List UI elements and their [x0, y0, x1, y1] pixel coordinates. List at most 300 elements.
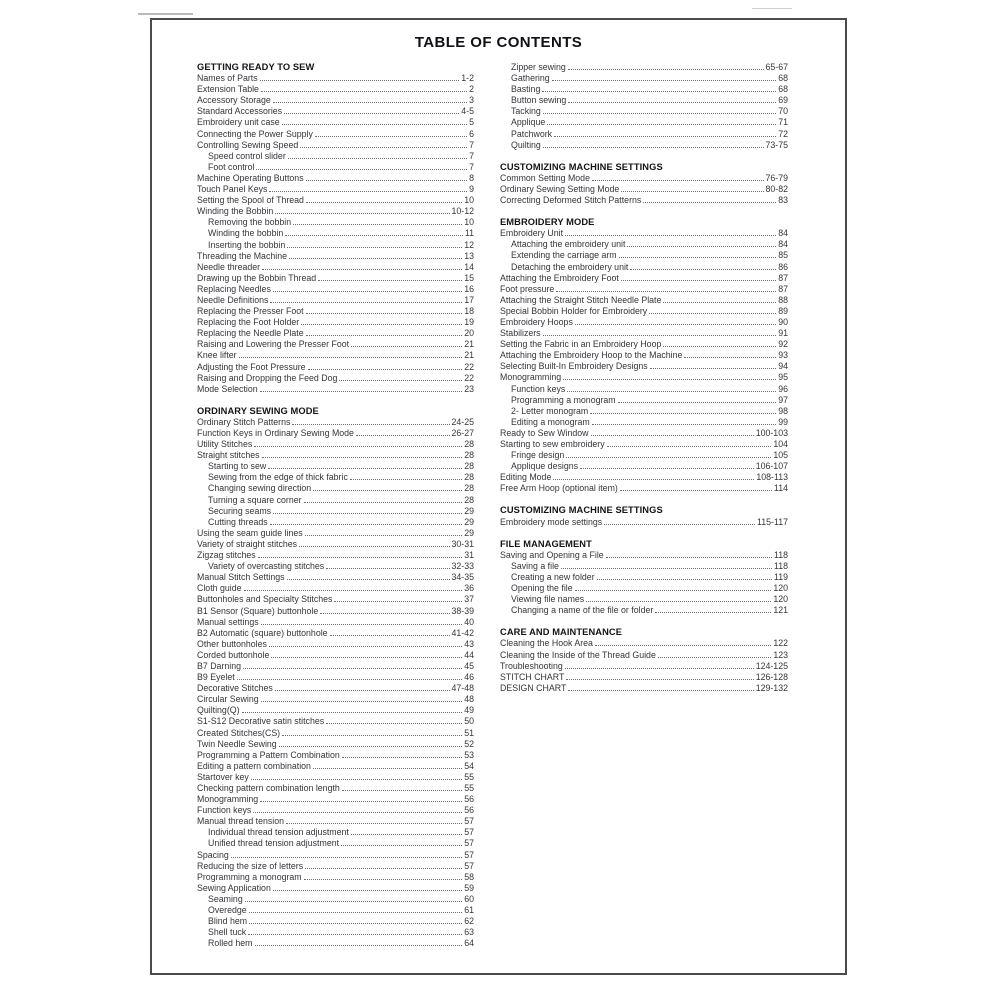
toc-entry [197, 827, 474, 838]
toc-entry-page: 70 [778, 106, 788, 117]
toc-leader-dots [313, 489, 462, 491]
toc-leader-dots [542, 90, 776, 92]
toc-leader-dots [341, 844, 462, 846]
toc-entry-label: Changing a name of the file or folder [511, 605, 654, 616]
toc-entry-page: 98 [778, 405, 788, 416]
toc-entry [197, 350, 474, 361]
toc-entry [197, 140, 474, 151]
toc-entry [500, 561, 788, 572]
toc-entry-label: Embroidery unit case [197, 117, 280, 128]
toc-entry-page: 90 [778, 316, 788, 327]
toc-entry-page: 96 [778, 383, 788, 394]
toc-entry-label: Embroidery Unit [500, 228, 564, 239]
toc-entry [197, 927, 474, 938]
toc-entry-label: Variety of straight stitches [197, 538, 298, 549]
toc-entry-page: 10 [464, 217, 474, 228]
toc-entry [500, 594, 788, 605]
toc-entry [197, 273, 474, 284]
toc-entry [197, 650, 474, 661]
toc-entry-page: 92 [778, 339, 788, 350]
toc-leader-dots [248, 933, 462, 935]
toc-entry [197, 794, 474, 805]
toc-entry-page: 119 [773, 571, 788, 582]
toc-entry-label: Patchwork [511, 128, 553, 139]
toc-entry-label: Corded buttonhole [197, 649, 270, 660]
toc-leader-dots [279, 745, 462, 747]
toc-entry-page: 93 [778, 350, 788, 361]
toc-entry [500, 262, 788, 273]
toc-entry [197, 783, 474, 794]
toc-leader-dots [315, 135, 467, 137]
toc-entry-page: 121 [773, 605, 788, 616]
toc-entry-page: 40 [464, 616, 474, 627]
toc-leader-dots [231, 856, 462, 858]
toc-section-header: GETTING READY TO SEW [197, 62, 315, 72]
toc-leader-dots [242, 711, 463, 713]
toc-entry-page: 21 [464, 339, 474, 350]
toc-entry-label: Saving and Opening a File [500, 549, 604, 560]
toc-leader-dots [306, 334, 463, 336]
toc-entry-label: Starting to sew embroidery [500, 439, 605, 449]
toc-entry-label: Applique designs [511, 461, 579, 472]
toc-entry-label: Embroidery Hoops [500, 316, 573, 327]
toc-leader-dots [350, 478, 462, 480]
toc-entry-page: 44 [464, 649, 474, 660]
toc-entry [197, 173, 474, 184]
toc-entry [500, 84, 788, 95]
toc-leader-dots [543, 146, 764, 148]
toc-leader-dots [306, 179, 467, 181]
toc-entry-label: Blind hem [208, 916, 248, 927]
toc-leader-dots [282, 123, 467, 125]
toc-entry [500, 517, 788, 528]
toc-entry-page: 15 [464, 272, 474, 283]
toc-leader-dots [261, 623, 463, 625]
toc-entry [197, 739, 474, 750]
toc-entry-page: 29 [464, 516, 474, 527]
toc-entry-label: Individual thread tension adjustment [208, 827, 349, 838]
toc-leader-dots [260, 800, 462, 802]
toc-entry-page: 12 [464, 239, 474, 250]
toc-entry [197, 317, 474, 328]
toc-entry-page: 87 [778, 272, 788, 283]
toc-entry [197, 661, 474, 672]
toc-entry-page: 91 [778, 328, 788, 339]
toc-entry [197, 428, 474, 439]
toc-entry [197, 838, 474, 849]
toc-entry [500, 195, 788, 206]
toc-entry-label: DESIGN CHART [500, 682, 567, 693]
toc-entry-page: 8 [469, 172, 474, 183]
toc-entry [197, 439, 474, 450]
toc-leader-dots [565, 667, 754, 669]
toc-entry-page: 22 [464, 372, 474, 383]
toc-entry-page: 63 [464, 927, 474, 938]
toc-leader-dots [245, 900, 462, 902]
toc-entry-page: 2 [469, 84, 474, 95]
toc-entry [197, 705, 474, 716]
toc-entry-page: 17 [464, 294, 474, 305]
toc-entry-page: 52 [464, 738, 474, 749]
toc-entry-label: Manual thread tension [197, 816, 285, 827]
toc-entry-page: 64 [464, 938, 474, 949]
toc-entry-page: 118 [773, 560, 788, 571]
toc-leader-dots [568, 101, 776, 103]
toc-entry-label: Connecting the Power Supply [197, 128, 313, 139]
toc-entry-page: 115-117 [757, 516, 788, 527]
toc-entry-label: Changing sewing direction [208, 483, 312, 494]
toc-entry [197, 195, 474, 206]
toc-section [197, 62, 474, 395]
toc-leader-dots [543, 112, 776, 114]
toc-entry [197, 84, 474, 95]
toc-leader-dots [305, 867, 462, 869]
toc-leader-dots [334, 600, 462, 602]
toc-leader-dots [575, 589, 772, 591]
toc-entry [500, 328, 788, 339]
toc-leader-dots [339, 379, 462, 381]
toc-section-header: CUSTOMIZING MACHINE SETTINGS [500, 505, 663, 516]
toc-entry-label: Zigzag stitches [197, 550, 256, 561]
toc-entry-label: Free Arm Hoop (optional item) [500, 483, 618, 494]
toc-section [197, 406, 474, 950]
toc-entry-label: Starting to sew [208, 461, 267, 472]
toc-entry-page: 28 [464, 494, 474, 505]
toc-entry-label: Attaching the Embroidery Foot [500, 272, 619, 283]
toc-entry [197, 228, 474, 239]
toc-entry-label: Raising and Dropping the Feed Dog [197, 372, 338, 383]
toc-leader-dots [273, 512, 462, 514]
toc-leader-dots [547, 123, 776, 125]
toc-entry-label: Saving a file [511, 560, 559, 571]
toc-entry-label: Reducing the size of letters [197, 860, 304, 871]
toc-entry [500, 683, 788, 694]
toc-leader-dots [282, 734, 462, 736]
toc-entry [197, 617, 474, 628]
toc-entry [197, 262, 474, 273]
toc-entry-label: Editing a monogram [511, 416, 590, 427]
toc-entry-label: Standard Accessories [197, 106, 283, 117]
toc-entry-label: Quilting(Q) [197, 705, 240, 716]
toc-entry-label: Manual settings [197, 616, 259, 627]
toc-entry [197, 539, 474, 550]
toc-entry-page: 56 [464, 794, 474, 805]
toc-entry-label: Creating a new folder [511, 571, 595, 582]
toc-entry-page: 22 [464, 361, 474, 372]
toc-entry-page: 87 [778, 283, 788, 294]
toc-entry-page: 58 [464, 871, 474, 882]
toc-leader-dots [304, 501, 463, 503]
toc-entry-label: Needle threader [197, 261, 261, 272]
toc-entry-page: 80-82 [765, 183, 788, 194]
toc-entry-label: Button sewing [511, 95, 567, 106]
toc-entry-page: 6 [469, 128, 474, 139]
toc-section [500, 162, 788, 206]
toc-entry-label: Correcting Deformed Stitch Patterns [500, 195, 642, 206]
toc-leader-dots [249, 911, 463, 913]
toc-entry [197, 772, 474, 783]
toc-leader-dots [239, 356, 463, 358]
toc-leader-dots [606, 556, 772, 558]
toc-leader-dots [553, 478, 754, 480]
toc-leader-dots [287, 578, 450, 580]
toc-leader-dots [351, 833, 462, 835]
toc-leader-dots [271, 656, 462, 658]
toc-entry-label: Programming a Pattern Combination [197, 749, 340, 760]
toc-section-header: ORDINARY SEWING MODE [197, 405, 319, 416]
toc-leader-dots [237, 678, 463, 680]
toc-entry-label: Securing seams [208, 505, 272, 516]
toc-entry [500, 661, 788, 672]
toc-leader-dots [663, 345, 776, 347]
toc-entry-page: 1-2 [461, 73, 474, 84]
toc-leader-dots [255, 944, 463, 946]
toc-entry-page: 84 [778, 239, 788, 250]
toc-entry-page: 29 [464, 527, 474, 538]
toc-entry [197, 384, 474, 395]
toc-entry-label: Replacing the Presser Foot [197, 306, 304, 317]
toc-entry-label: Threading the Machine [197, 250, 287, 261]
toc-entry-label: Cloth guide [197, 583, 242, 594]
toc-leader-dots [293, 223, 462, 225]
toc-entry-label: Spacing [197, 849, 229, 860]
toc-entry-page: 106-107 [755, 461, 788, 472]
toc-entry-label: Cleaning the Hook Area [500, 638, 593, 649]
toc-leader-dots [566, 678, 753, 680]
toc-entry-label: Programming a monogram [511, 394, 616, 405]
toc-leader-dots [330, 634, 450, 636]
toc-leader-dots [249, 922, 462, 924]
toc-leader-dots [287, 246, 462, 248]
toc-leader-dots [604, 523, 755, 525]
toc-leader-dots [326, 567, 449, 569]
toc-leader-dots [260, 79, 460, 81]
toc-entry-page: 122 [773, 638, 788, 649]
toc-entry-page: 120 [773, 594, 788, 605]
toc-entry-page: 59 [464, 882, 474, 893]
toc-entry [500, 140, 788, 151]
toc-entry [197, 339, 474, 350]
toc-entry-label: Applique [511, 117, 546, 128]
toc-entry-page: 69 [778, 95, 788, 106]
toc-entry-page: 28 [464, 461, 474, 472]
toc-entry [197, 572, 474, 583]
toc-entry [197, 628, 474, 639]
toc-leader-dots [244, 589, 463, 591]
toc-entry-label: B9 Eyelet [197, 672, 235, 683]
toc-entry-page: 45 [464, 660, 474, 671]
toc-entry-label: Names of Parts [197, 73, 258, 84]
toc-column-left [197, 62, 474, 949]
toc-entry-label: Removing the bobbin [208, 217, 292, 228]
toc-entry [500, 650, 788, 661]
toc-entry-page: 86 [778, 261, 788, 272]
toc-leader-dots [621, 190, 763, 192]
toc-entry [197, 916, 474, 927]
toc-entry-label: Unified thread tension adjustment [208, 838, 340, 849]
toc-entry [500, 550, 788, 561]
toc-entry-page: 57 [464, 849, 474, 860]
toc-entry-page: 56 [464, 805, 474, 816]
toc-entry [500, 395, 788, 406]
toc-entry [197, 129, 474, 140]
toc-entry-label: Cutting threads [208, 516, 268, 527]
toc-entry [500, 461, 788, 472]
toc-entry-page: 7 [469, 150, 474, 161]
toc-entry [500, 672, 788, 683]
toc-entry [500, 250, 788, 261]
toc-entry [197, 861, 474, 872]
toc-entry [197, 606, 474, 617]
toc-entry-page: 57 [464, 827, 474, 838]
toc-entry-page: 57 [464, 860, 474, 871]
toc-entry-label: Using the seam guide lines [197, 527, 303, 538]
toc-entry [197, 816, 474, 827]
toc-entry-page: 10-12 [451, 206, 474, 217]
toc-entry-page: 97 [778, 394, 788, 405]
toc-entry [197, 184, 474, 195]
toc-entry-page: 34-35 [451, 572, 474, 583]
toc-entry-page: 24-25 [451, 416, 474, 427]
toc-entry [197, 517, 474, 528]
toc-entry-page: 21 [464, 350, 474, 361]
toc-entry-page: 32-33 [451, 561, 474, 572]
toc-leader-dots [261, 90, 467, 92]
toc-entry-label: Foot control [208, 161, 255, 172]
toc-entry-label: Selecting Built-In Embroidery Designs [500, 361, 648, 372]
toc-leader-dots [618, 401, 777, 403]
toc-leader-dots [289, 257, 462, 259]
toc-entry [500, 450, 788, 461]
toc-entry [500, 439, 788, 450]
toc-leader-dots [273, 290, 462, 292]
toc-entry-label: Other buttonholes [197, 638, 267, 649]
toc-entry-label: Replacing the Needle Plate [197, 328, 304, 339]
toc-entry-label: Attaching the Embroidery Hoop to the Machine [500, 350, 683, 361]
toc-leader-dots [565, 234, 776, 236]
toc-entry-page: 49 [464, 705, 474, 716]
toc-entry [500, 384, 788, 395]
toc-entry [197, 251, 474, 262]
toc-leader-dots [269, 190, 467, 192]
toc-entry-page: 31 [464, 550, 474, 561]
toc-entry [197, 561, 474, 572]
toc-entry [197, 217, 474, 228]
scan-artifact [752, 8, 792, 9]
toc-entry-page: 76-79 [765, 172, 788, 183]
toc-entry [197, 894, 474, 905]
toc-leader-dots [258, 556, 463, 558]
toc-entry-label: Winding the bobbin [208, 228, 284, 239]
toc-section [500, 627, 788, 694]
toc-entry [197, 306, 474, 317]
toc-section-header: CUSTOMIZING MACHINE SETTINGS [500, 161, 663, 172]
toc-entry-page: 85 [778, 250, 788, 261]
toc-entry [500, 184, 788, 195]
toc-entry-label: Knee lifter [197, 350, 237, 361]
toc-entry-label: Checking pattern combination length [197, 783, 340, 793]
toc-entry-label: Ordinary Sewing Setting Mode [500, 183, 620, 194]
toc-entry-page: 47-48 [451, 683, 474, 694]
toc-entry [500, 284, 788, 295]
toc-entry-label: Detaching the embroidery unit [511, 261, 629, 272]
toc-leader-dots [273, 101, 467, 103]
toc-entry-label: Setting the Fabric in an Embroidery Hoop [500, 339, 662, 350]
toc-leader-dots [286, 822, 462, 824]
toc-entry-page: 84 [778, 228, 788, 239]
toc-entry-page: 26-27 [451, 428, 474, 438]
toc-entry-label: Basting [511, 84, 541, 95]
toc-entry-label: 2- Letter monogram [511, 405, 589, 416]
toc-entry-label: Twin Needle Sewing [197, 738, 277, 749]
toc-leader-dots [619, 256, 777, 258]
toc-entry [500, 173, 788, 184]
toc-entry-page: 100-103 [755, 427, 788, 438]
toc-entry-page: 3 [469, 95, 474, 106]
toc-leader-dots [655, 611, 771, 613]
toc-entry-page: 57 [464, 816, 474, 827]
toc-entry-label: STITCH CHART [500, 671, 565, 682]
toc-entry [197, 805, 474, 816]
toc-entry-label: Buttonholes and Specialty Stitches [197, 594, 333, 605]
toc-entry [197, 362, 474, 373]
toc-entry [500, 106, 788, 117]
toc-entry [197, 328, 474, 339]
toc-entry-page: 28 [464, 439, 474, 450]
toc-entry [500, 417, 788, 428]
toc-leader-dots [256, 168, 467, 170]
toc-entry [197, 694, 474, 705]
toc-entry-page: 123 [773, 649, 788, 660]
toc-entry-page: 124-125 [755, 660, 788, 671]
toc-entry-page: 129-132 [755, 682, 788, 693]
toc-entry [197, 284, 474, 295]
toc-entry-label: Winding the Bobbin [197, 206, 274, 217]
toc-leader-dots [630, 268, 776, 270]
toc-entry-label: Attaching the Straight Stitch Needle Plate [500, 294, 662, 305]
toc-entry-page: 95 [778, 372, 788, 383]
toc-entry-page: 23 [464, 383, 474, 394]
toc-entry-page: 94 [778, 361, 788, 372]
toc-entry-page: 126-128 [755, 671, 788, 682]
toc-leader-dots [649, 312, 776, 314]
toc-leader-dots [620, 489, 772, 491]
toc-entry-label: Viewing file names [511, 594, 585, 605]
toc-leader-dots [269, 645, 462, 647]
toc-leader-dots [650, 367, 777, 369]
toc-section-header: EMBROIDERY MODE [500, 217, 595, 228]
toc-leader-dots [270, 523, 463, 525]
toc-entry-label: Controlling Sewing Speed [197, 139, 299, 150]
toc-leader-dots [621, 279, 776, 281]
toc-entry-page: 68 [778, 73, 788, 84]
toc-entry [500, 483, 788, 494]
toc-entry-label: Foot pressure [500, 283, 555, 294]
toc-section [500, 505, 788, 527]
toc-leader-dots [285, 234, 463, 236]
toc-leader-dots [684, 356, 776, 358]
toc-section [500, 62, 788, 151]
toc-entry [500, 572, 788, 583]
toc-leader-dots [356, 434, 450, 436]
toc-entry-label: Embroidery mode settings [500, 516, 603, 527]
toc-entry-page: 51 [464, 727, 474, 738]
toc-entry [500, 583, 788, 594]
toc-leader-dots [260, 390, 463, 392]
toc-entry-label: Startover key [197, 771, 249, 782]
toc-entry-label: Overedge [208, 905, 247, 916]
toc-leader-dots [288, 157, 467, 159]
